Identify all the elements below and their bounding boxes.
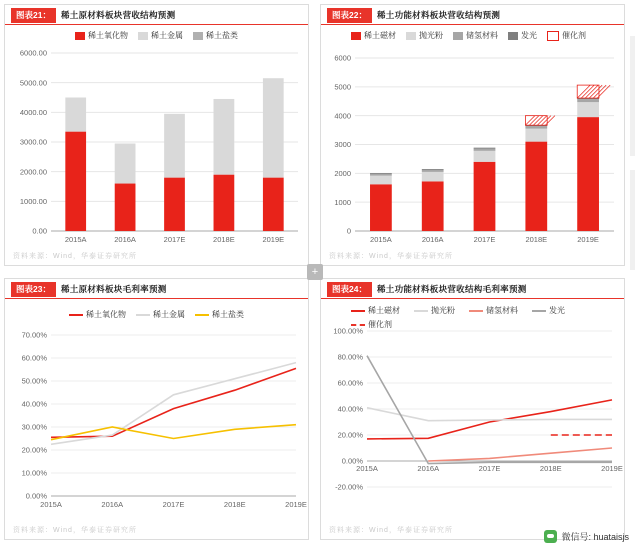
legend-label: 稀土金属 [153, 310, 185, 319]
axis-tick-label: 30.00% [21, 422, 47, 432]
legend-label: 稀土氧化物 [86, 310, 126, 319]
legend-swatch-icon [508, 32, 518, 40]
chart-21-title: 稀土原材料板块营收结构预测 [60, 10, 176, 20]
bar-segment [370, 184, 392, 231]
x-tick-label: 2015A [356, 464, 378, 473]
bar-segment [525, 116, 547, 126]
axis-tick-label: 0.00 [32, 226, 47, 236]
chart-24-title: 稀土功能材料板块营收结构毛利率预测 [376, 284, 527, 294]
chart-23-legend [5, 309, 308, 320]
axis-tick-label: 5000 [334, 82, 351, 92]
axis-tick-label: 20.00% [337, 430, 363, 440]
chart-panel-22 [320, 4, 625, 266]
x-tick-label: 2019E [262, 235, 285, 244]
legend-label: 催化剂 [562, 31, 586, 40]
legend-label: 储氢材料 [486, 306, 518, 315]
axis-tick-label: 60.00% [337, 378, 363, 388]
bar-segment [214, 175, 235, 231]
chart-22-tag: 图表22： [327, 8, 372, 23]
chart-22-title: 稀土功能材料板块营收结构预测 [376, 10, 501, 20]
legend-line-icon [69, 314, 83, 316]
legend-item [453, 30, 498, 41]
chart-21-legend [5, 30, 308, 41]
title-divider [321, 24, 624, 25]
bar-segment [474, 148, 496, 149]
axis-tick-label: 5000.00 [19, 78, 47, 88]
legend-label: 发光 [521, 31, 537, 40]
legend-item [351, 305, 400, 316]
bar-segment [115, 184, 136, 231]
axis-tick-label: 0 [346, 226, 351, 236]
bar-segment [422, 169, 444, 170]
legend-item [195, 309, 244, 320]
axis-tick-label: 40.00% [337, 404, 363, 414]
x-tick-label: 2016A [114, 235, 136, 244]
bar-segment [474, 149, 496, 151]
x-tick-label: 2016A [101, 500, 124, 509]
legend-item [406, 30, 443, 41]
legend-line-icon [469, 310, 483, 312]
axis-tick-label: 50.00% [21, 376, 47, 386]
legend-item [414, 305, 455, 316]
bar-segment [65, 98, 86, 132]
x-tick-label: 2017E [162, 500, 185, 509]
x-tick-label: 2018E [525, 235, 548, 244]
series-line [367, 408, 612, 421]
axis-tick-label: 100.00% [333, 326, 363, 336]
axis-tick-label: 70.00% [21, 330, 47, 340]
axis-tick-label: 3000.00 [19, 137, 47, 147]
axis-tick-label: 0.00% [341, 456, 363, 466]
series-line [428, 448, 612, 461]
legend-label: 抛光粉 [431, 306, 455, 315]
legend-item [351, 30, 396, 41]
legend-label: 稀土金属 [151, 31, 183, 40]
axis-tick-label: 4000.00 [19, 107, 47, 117]
axis-tick-label: 6000 [334, 53, 351, 63]
chart-panel-23 [4, 278, 309, 540]
chart-22-source: 资料来源：Wind，华泰证券研究所 [329, 253, 453, 260]
x-tick-label: 2018E [539, 464, 562, 473]
chart-22-plot [321, 50, 626, 255]
legend-swatch-icon [547, 31, 559, 41]
legend-item [508, 30, 537, 41]
legend-item [547, 30, 586, 41]
legend-line-icon [195, 314, 209, 316]
legend-label: 储氢材料 [466, 31, 498, 40]
bar-segment [577, 99, 599, 102]
x-tick-label: 2017E [478, 464, 501, 473]
x-tick-label: 2019E [601, 464, 623, 473]
bar-segment [370, 173, 392, 174]
x-tick-label: 2015A [64, 235, 87, 244]
axis-tick-label: 1000.00 [19, 196, 47, 206]
bar-segment [164, 178, 185, 231]
x-tick-label: 2017E [163, 235, 186, 244]
title-divider [5, 24, 308, 25]
legend-item [193, 30, 238, 41]
chart-24-source: 资料来源：Wind，华泰证券研究所 [329, 527, 453, 534]
bar-segment [422, 172, 444, 182]
bar-segment [474, 162, 496, 231]
axis-tick-label: 40.00% [21, 399, 47, 409]
legend-label: 稀土盐类 [212, 310, 244, 319]
legend-label: 稀土盐类 [206, 31, 238, 40]
legend-line-icon [532, 310, 546, 312]
chart-21-tag: 图表21： [11, 8, 56, 23]
bar-segment [263, 178, 284, 231]
axis-tick-label: 20.00% [21, 445, 47, 455]
axis-tick-label: 0.00% [25, 491, 47, 501]
page-edge-artifact-bottom [630, 170, 635, 270]
chart-24-tag: 图表24： [327, 282, 372, 297]
legend-label: 稀土磁材 [364, 31, 396, 40]
wechat-footer [544, 530, 629, 543]
x-tick-label: 2016A [417, 464, 440, 473]
legend-item [136, 309, 185, 320]
legend-swatch-icon [351, 32, 361, 40]
legend-item [69, 309, 126, 320]
x-tick-label: 2016A [421, 235, 444, 244]
axis-tick-label: 6000.00 [19, 48, 47, 58]
x-tick-label: 2019E [577, 235, 599, 244]
wechat-icon [544, 530, 557, 543]
chart-21-source: 资料来源：Wind，华泰证券研究所 [13, 253, 137, 260]
series-line [367, 356, 612, 464]
legend-line-icon [351, 310, 365, 312]
bar-segment [474, 151, 496, 162]
chart-24-plot [321, 323, 626, 521]
axis-tick-label: 4000 [334, 111, 351, 121]
legend-item [469, 305, 518, 316]
bar-segment [422, 181, 444, 231]
bar-segment [164, 114, 185, 178]
bar-segment [263, 78, 284, 177]
bar-segment [422, 170, 444, 172]
axis-tick-label: 3000 [334, 140, 351, 150]
legend-swatch-icon [453, 32, 463, 40]
bar-segment [577, 102, 599, 117]
x-tick-label: 2015A [40, 500, 62, 509]
chart-23-source: 资料来源：Wind，华泰证券研究所 [13, 527, 137, 534]
legend-line-icon [136, 314, 150, 316]
chart-panel-24 [320, 278, 625, 540]
axis-tick-label: 2000 [334, 168, 351, 178]
legend-label: 抛光粉 [419, 31, 443, 40]
title-divider [5, 298, 308, 299]
axis-tick-label: 2000.00 [19, 167, 47, 177]
bar-segment [65, 132, 86, 231]
axis-tick-label: 60.00% [21, 353, 47, 363]
bar-segment [525, 129, 547, 142]
page-edge-artifact-top [630, 36, 635, 156]
x-tick-label: 2019E [285, 500, 307, 509]
legend-item [138, 30, 183, 41]
legend-swatch-icon [406, 32, 416, 40]
bar-segment [525, 126, 547, 129]
bar-segment [525, 142, 547, 231]
chart-23-title: 稀土原材料板块毛利率预测 [60, 284, 167, 294]
legend-swatch-icon [193, 32, 203, 40]
bar-segment [370, 174, 392, 176]
legend-item [75, 30, 128, 41]
legend-swatch-icon [138, 32, 148, 40]
legend-swatch-icon [75, 32, 85, 40]
legend-label: 稀土磁材 [368, 306, 400, 315]
axis-tick-label: 80.00% [337, 352, 363, 362]
axis-tick-label: -20.00% [335, 482, 363, 492]
bar-segment [214, 99, 235, 175]
chart-21-plot [5, 45, 310, 255]
axis-tick-label: 1000 [334, 197, 351, 207]
legend-label: 稀土氧化物 [88, 31, 128, 40]
title-divider [321, 298, 624, 299]
chart-23-plot [5, 327, 310, 522]
legend-line-icon [414, 310, 428, 312]
legend-label: 发光 [549, 306, 565, 315]
expand-badge[interactable]: + [307, 264, 323, 280]
legend-label: 催化剂 [368, 320, 392, 329]
chart-22-legend [351, 30, 621, 41]
x-tick-label: 2017E [473, 235, 496, 244]
x-tick-label: 2018E [213, 235, 235, 244]
bar-segment [370, 176, 392, 185]
wechat-label: 微信号: huataisjs [561, 532, 629, 542]
bar-segment [115, 143, 136, 183]
chart-panel-21 [4, 4, 309, 266]
bar-segment [577, 117, 599, 231]
x-tick-label: 2015A [370, 235, 392, 244]
legend-item [532, 305, 565, 316]
chart-23-tag: 图表23： [11, 282, 56, 297]
x-tick-label: 2018E [223, 500, 246, 509]
axis-tick-label: 10.00% [21, 468, 47, 478]
